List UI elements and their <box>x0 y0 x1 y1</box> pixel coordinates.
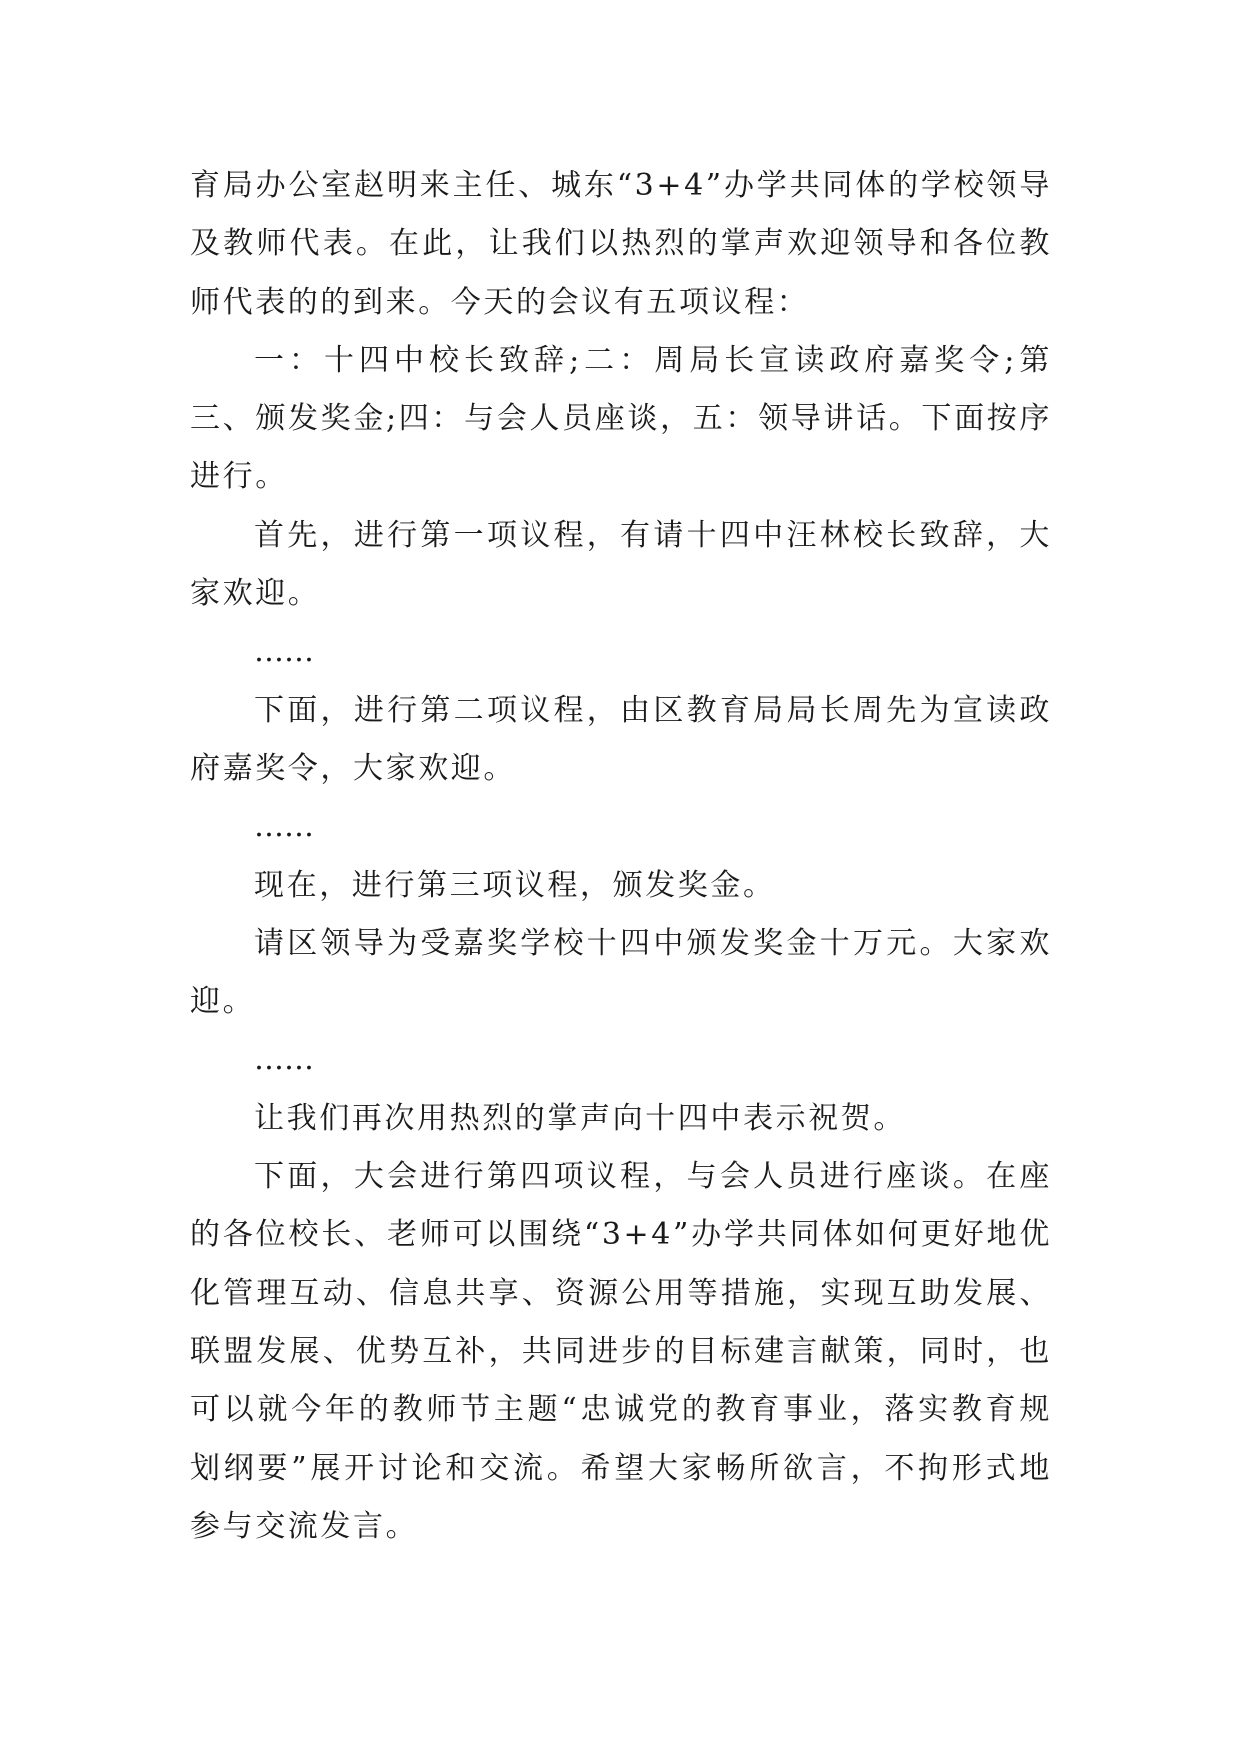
paragraph-attendees: 育局办公室赵明来主任、城东“3+4”办学共同体的学校领导及教师代表。在此，让我们以热烈的掌声欢迎领导和各位教师代表的的到来。今天的会议有五项议程： <box>190 168 1052 320</box>
paragraph-fourth-item: 下面，大会进行第四项议程，与会人员进行座谈。在座的各位校长、老师可以围绕“3+4”办学共同体如何更好地优化管理互动、信息共享、资源公用等措施，实现互助发展、联盟发展、优势互补，共同进步的目标建言献策，同时，也可以就今年的教师节主题“忠诚党的教育事业，落实教育规划纲要”展开讨论和交流。希望大家畅所欲言，不拘形式地参与交流发言。 <box>190 1159 1052 1544</box>
paragraph-first-item: 首先，进行第一项议程，有请十四中汪林校长致辞，大家欢迎。 <box>190 517 1052 612</box>
document-body <box>190 157 1052 1556</box>
ellipsis-3: …… <box>254 1042 314 1078</box>
ellipsis-2: …… <box>254 809 314 845</box>
paragraph-congratulations: 让我们再次用热烈的掌声向十四中表示祝贺。 <box>254 1100 906 1136</box>
paragraph-second-item: 下面，进行第二项议程，由区教育局局长周先为宣读政府嘉奖令，大家欢迎。 <box>190 692 1052 786</box>
paragraph-award: 请区领导为受嘉奖学校十四中颁发奖金十万元。大家欢迎。 <box>190 925 1052 1020</box>
paragraph-third-item: 现在，进行第三项议程，颁发奖金。 <box>254 867 776 903</box>
paragraph-agenda: 一：十四中校长致辞;二：周局长宣读政府嘉奖令;第三、颁发奖金;四：与会人员座谈，五：领导讲话。下面按序进行。 <box>190 342 1052 495</box>
ellipsis-1: …… <box>254 634 314 670</box>
